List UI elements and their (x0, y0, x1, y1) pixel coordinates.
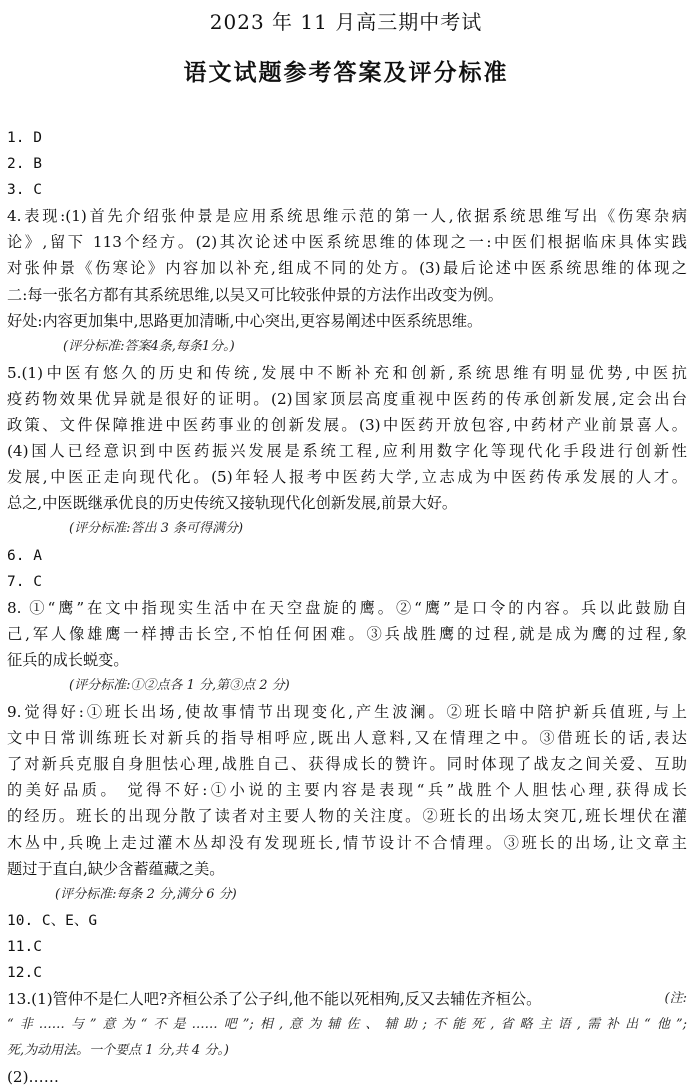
answer-line: 发展,中医正走向现代化。(5)年轻人报考中医药大学,立志成为中医药传承发展的人才。 (7, 468, 687, 487)
answer-line: 题过于直白,缺少含蓄蕴藏之美。 (7, 859, 225, 878)
scoring-note: 死,为动用法。一个要点 1 分,共 4 分。) (7, 1043, 229, 1059)
answer-line: 11.C (7, 938, 42, 955)
answer-key-body (7, 125, 687, 1087)
answer-line: 8. ①“鹰”在文中指现实生活中在天空盘旋的鹰。②“鹰”是口令的内容。兵以此鼓励自 (7, 598, 687, 617)
answer-line: 5.(1)中医有悠久的历史和传统,发展中不断补充和创新,系统思维有明显优势,中医抗 (7, 363, 687, 382)
answer-line: 了对新兵克服自身胆怯心理,战胜自己、获得成长的赞许。同时体现了战友之间关爱、互助 (7, 755, 687, 774)
scoring-note: (评分标准:答案4条,每条1分。) (63, 338, 235, 354)
answer-line: 9.觉得好:①班长出场,使故事情节出现变化,产生波澜。②班长暗中陪护新兵值班,与上 (7, 703, 687, 722)
scoring-note: “非……与”意为“不是……吧”;相,意为辅佐、辅助;不能死,省略主语,需补出“他”; (7, 1017, 687, 1033)
answer-line: 6. A (7, 547, 42, 564)
document-title: 语文试题参考答案及评分标准 (183, 60, 509, 86)
answer-line-partial: (2)…… (7, 1068, 59, 1087)
scoring-note: (评分标准:①②点各 1 分,第③点 2 分) (69, 677, 290, 693)
answer-line: 对张仲景《伤寒论》内容加以补充,组成不同的处方。(3)最后论述中医系统思维的体现之 (7, 259, 687, 278)
answer-line: 1. D (7, 130, 42, 146)
answer-line: 好处:内容更加集中,思路更加清晰,中心突出,更容易阐述中医系统思维。 (7, 311, 483, 330)
answer-line: 木丛中,兵晚上走过灌木丛却没有发现班长,情节设计不合情理。③班长的出场,让文章主 (7, 833, 687, 852)
exam-title: 2023 年 11 月高三期中考试 (209, 10, 483, 34)
answer-line (7, 986, 687, 1012)
answer-line: 4.表现:(1)首先介绍张仲景是应用系统思维示范的第一人,依据系统思维写出《伤寒杂病 (7, 207, 687, 226)
answer-line: 3. C (7, 182, 42, 199)
answer-line: 己,军人像雄鹰一样搏击长空,不怕任何困难。③兵战胜鹰的过程,就是成为鹰的过程,象 (7, 624, 687, 643)
answer-text: 13.(1)管仲不是仁人吧?齐桓公杀了公子纠,他不能以死相殉,反又去辅佐齐桓公。 (7, 990, 542, 1009)
answer-line: 论》,留下 113个经方。(2)其次论述中医系统思维的体现之一:中医们根据临床具体实践 (7, 233, 687, 252)
answer-line: 总之,中医既继承优良的历史传统又接轨现代化创新发展,前景大好。 (7, 494, 458, 513)
scoring-note: (评分标准:每条 2 分,满分 6 分) (55, 886, 237, 902)
answer-line: 的美好品质。 觉得不好:①小说的主要内容是表现“兵”战胜个人胆怯心理,获得成长 (7, 781, 687, 800)
answer-line: 7. C (7, 573, 42, 590)
scoring-note: (评分标准:答出 3 条可得满分) (69, 521, 244, 537)
scoring-note: (注: (664, 991, 687, 1007)
answer-line: 的经历。班长的出现分散了读者对主要人物的关注度。②班长的出场太突兀,班长埋伏在灌 (7, 807, 687, 826)
answer-line: 征兵的成长蜕变。 (7, 650, 129, 669)
answer-line: 2. B (7, 156, 42, 173)
answer-line: 文中日常训练班长对新兵的指导相呼应,既出人意料,又在情理之中。③借班长的话,表达 (7, 729, 687, 748)
answer-line: 疫药物效果优异就是很好的证明。(2)国家顶层高度重视中医药的传承创新发展,定会出台 (7, 389, 687, 408)
answer-line: 10. C、E、G (7, 912, 98, 929)
answer-line: 政策、文件保障推进中医药事业的创新发展。(3)中医药开放包容,中药材产业前景喜人。 (7, 416, 687, 435)
answer-line: (4)国人已经意识到中医药振兴发展是系统工程,应利用数字化等现代化手段进行创新性 (7, 442, 687, 461)
answer-line: 二:每一张名方都有其系统思维,以吴又可比较张仲景的方法作出改变为例。 (7, 285, 503, 304)
answer-line: 12.C (7, 965, 42, 981)
